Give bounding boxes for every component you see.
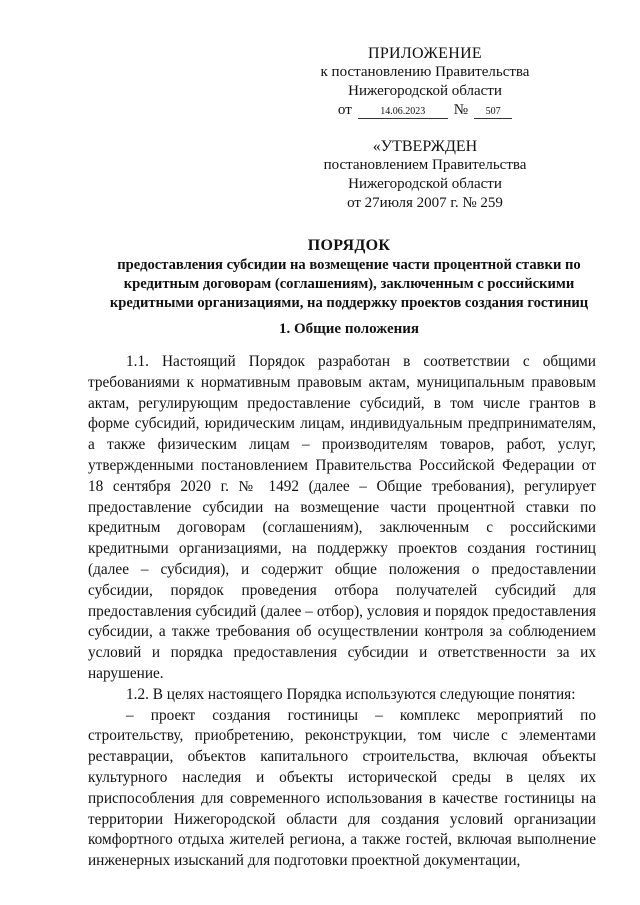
decree-date-field: 14.06.2023: [358, 106, 448, 119]
paragraph-1-1: 1.1. Настоящий Порядок разработан в соответствии с общими требованиями к нормативным правовым актам, муниципальным правовым актам, регулирующим предоставление субсидий, в том числе грантов в форме субсидий, юридическим лицам, индивидуальным предпринимателям, а также физическим лицам – производителям товаров, работ, услуг, утвержденными постановлением Правительства Российской Федерации от 18 сентября 2020 г. № 1492 (далее – Общие требования), регулирует предоставление субсидии на возмещение части процентной ставки по кредитным договорам (соглашениям), заключенным с российскими кредитными организациями, на поддержку проектов создания гостиниц (далее – субсидия), и содержит общие положения о предоставлении субсидии, порядок проведения отбора получателей субсидий для предоставления субсидий (далее – отбор), условия и порядок предоставления субсидии, а также требования об осуществлении контроля за соблюдением условий и порядка предоставления субсидии и ответственности за их нарушение.: [88, 353, 596, 682]
appendix-line-2: Нижегородской области: [348, 83, 502, 99]
paragraph-1-2: 1.2. В целях настоящего Порядка используются следующие понятия:: [126, 685, 576, 703]
appendix-line-1: к постановлению Правительства: [320, 64, 530, 80]
document-subtitle: предоставления субсидии на возмещение части процентной ставки по кредитным договорам (соглашениям), заключенным с российскими кредитными организациями, на поддержку проектов создания гостиниц: [109, 257, 589, 311]
document-heading: [84, 236, 614, 313]
from-label: от: [337, 102, 352, 118]
document-title: ПОРЯДОК: [307, 237, 391, 254]
appendix-title: ПРИЛОЖЕНИЕ: [367, 45, 482, 62]
appendix-block: [300, 44, 550, 120]
approved-line-1: постановлением Правительства: [323, 157, 527, 173]
decree-date-number-line: [300, 101, 550, 120]
approved-line-2: Нижегородской области: [348, 176, 502, 192]
approved-block: [300, 137, 550, 213]
document-body: [88, 352, 596, 872]
paragraph-definition: – проект создания гостиницы – комплекс мероприятий по строительству, приобретению, реконструкции, том числе с элементами реставрации, объектов капитального строительства, включая объекты культурного наследия и объекты исторической среды в целях их приспособления для современного использования в качестве гостиницы на территории Нижегородской области для создания условий организации комфортного отдыха жителей региона, а также гостей, включая выполнение инженерных изысканий для подготовки проектной документации,: [88, 706, 596, 870]
approved-line-3: от 27июля 2007 г. № 259: [347, 195, 503, 211]
number-label: №: [453, 102, 469, 118]
decree-number-field: 507: [474, 106, 512, 119]
approved-title: «УТВЕРЖДЕН: [372, 138, 478, 155]
section-heading: 1. Общие положения: [278, 321, 420, 337]
